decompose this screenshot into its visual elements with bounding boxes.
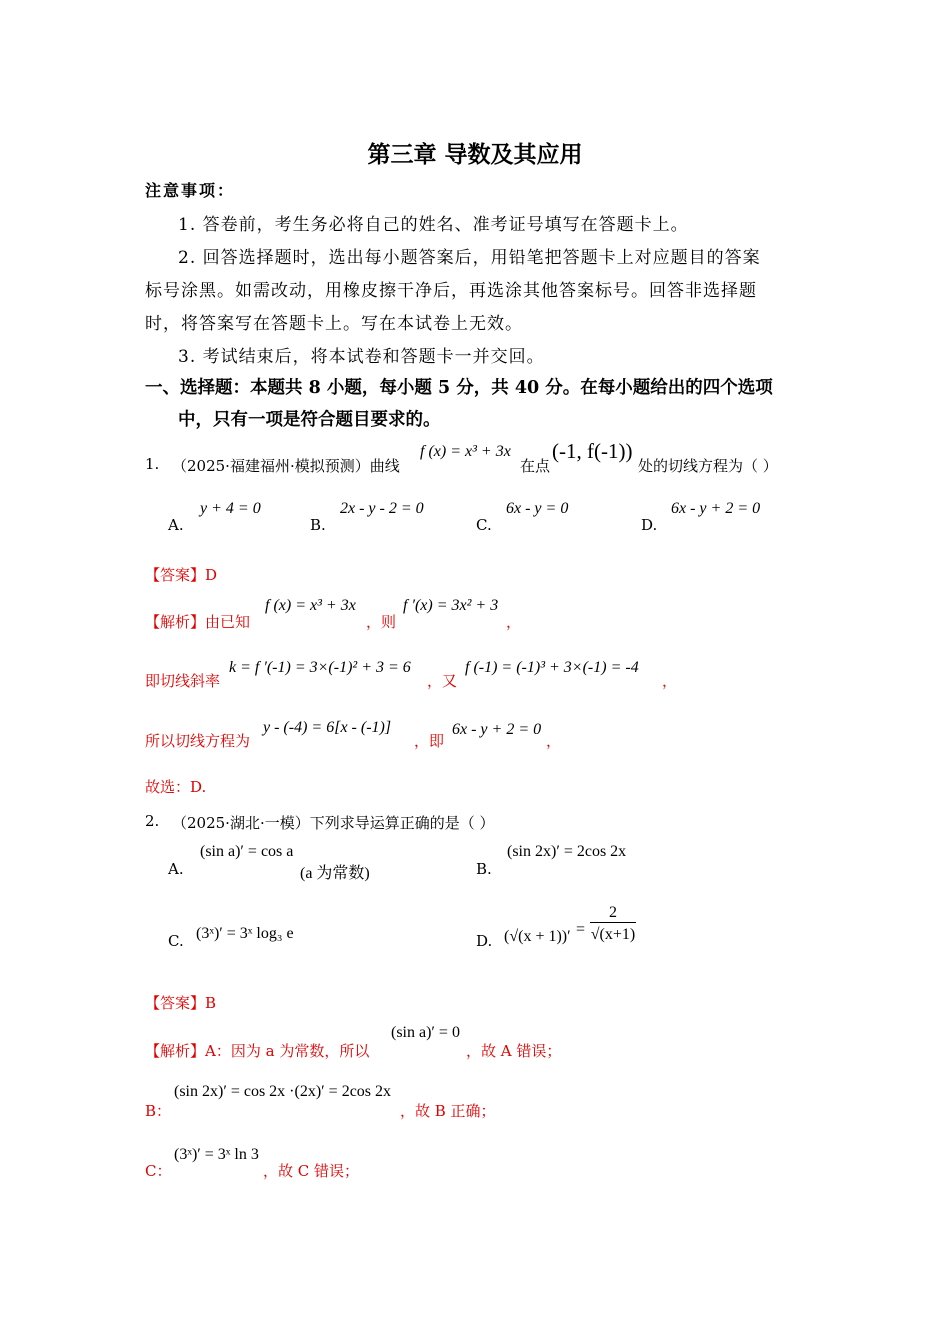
notice-heading: 注意事项： xyxy=(145,181,236,200)
q2-option-a: (sin a)′ = cos a xyxy=(200,843,294,860)
q2-text: （2025·湖北·一模）下列求导运算正确的是（ ） xyxy=(172,814,495,832)
notice-item-1: 1. 答卷前，考生务必将自己的姓名、准考证号填写在答题卡上。 xyxy=(178,215,689,235)
q1-option-b-label: B. xyxy=(310,516,326,534)
section-heading-cont: 中，只有一项是符合题目要求的。 xyxy=(178,410,441,430)
notice-item-2-cont: 标号涂黑。如需改动，用橡皮擦干净后，再选涂其他答案标号。回答非选择题 xyxy=(145,281,757,301)
q1-at-point: 在点 xyxy=(520,457,551,475)
q2-option-c-label: C. xyxy=(168,932,184,950)
q2-number: 2. xyxy=(145,812,160,830)
q2-option-d-equals: = xyxy=(576,921,586,938)
q1-answer: 【答案】D xyxy=(145,566,218,584)
q1-point: (-1, f(-1)) xyxy=(552,439,633,463)
q1-tail: 处的切线方程为（ ） xyxy=(638,457,778,475)
q2-sol-c-pre: C： xyxy=(145,1162,172,1180)
q1-conclusion: 故选：D. xyxy=(145,778,207,796)
q1-sol1-eq1: f (x) = x³ + 3x xyxy=(265,597,356,614)
q2-option-d-lhs: (√(x + 1))′ xyxy=(504,928,571,945)
q1-option-d-label: D. xyxy=(641,516,658,534)
q2-sol-a-end: ，故 A 错误； xyxy=(466,1042,562,1060)
section-heading: 一、选择题：本题共 8 小题，每小题 5 分，共 40 分。在每小题给出的四个选项 xyxy=(145,378,773,398)
q1-sol1-mid: ，则 xyxy=(366,613,397,631)
q2-sol-a-eq: (sin a)′ = 0 xyxy=(391,1024,460,1041)
notice-item-2: 2. 回答选择题时，选出每小题答案后，用铅笔把答题卡上对应题目的答案 xyxy=(178,248,761,268)
q2-option-d-denominator: √(x+1) xyxy=(590,926,636,943)
q1-sol1-eq2: f ′(x) = 3x² + 3 xyxy=(403,597,499,614)
q2-sol-b-end: ，故 B 正确； xyxy=(400,1102,496,1120)
q2-sol-b-pre: B： xyxy=(145,1102,172,1120)
q1-number: 1. xyxy=(145,455,160,473)
q1-sol3-end: ， xyxy=(546,732,562,750)
q2-option-a-label: A. xyxy=(168,860,184,878)
q2-sol-c-end: ，故 C 错误； xyxy=(263,1162,360,1180)
q1-sol3-eq1: y - (-4) = 6[x - (-1)] xyxy=(263,719,392,736)
q1-option-d: 6x - y + 2 = 0 xyxy=(671,500,761,517)
q1-option-c-label: C. xyxy=(476,516,492,534)
q1-option-c: 6x - y = 0 xyxy=(506,500,569,517)
q1-analysis-line1: 【解析】由已知 xyxy=(145,613,251,631)
q1-sol3-eq2: 6x - y + 2 = 0 xyxy=(452,721,542,738)
q1-sol3-pre: 所以切线方程为 xyxy=(145,732,251,750)
q1-sol2-end: ， xyxy=(662,672,678,690)
q1-option-a: y + 4 = 0 xyxy=(200,500,261,517)
q1-sol2-eq1: k = f ′(-1) = 3×(-1)² + 3 = 6 xyxy=(229,659,411,676)
q1-sol1-end: ， xyxy=(506,613,522,631)
q1-sol2-eq2: f (-1) = (-1)³ + 3×(-1) = -4 xyxy=(465,659,639,676)
q2-option-c: (3ˣ)′ = 3ˣ log₃ e xyxy=(196,925,294,942)
q2-option-d-numerator: 2 xyxy=(590,904,636,923)
q1-function: f (x) = x³ + 3x xyxy=(420,443,511,460)
notice-item-3: 3. 考试结束后，将本试卷和答题卡一并交回。 xyxy=(178,347,545,367)
notice-item-2-cont2: 时，将答案写在答题卡上。写在本试卷上无效。 xyxy=(145,314,523,334)
q1-sol2-mid: ，又 xyxy=(427,672,458,690)
q2-sol-b-eq: (sin 2x)′ = cos 2x ·(2x)′ = 2cos 2x xyxy=(174,1083,392,1100)
q2-sol-c-eq: (3ˣ)′ = 3ˣ ln 3 xyxy=(174,1146,259,1163)
q2-analysis-a: 【解析】A：因为 a 为常数，所以 xyxy=(145,1042,370,1060)
q1-sol3-mid: ，即 xyxy=(414,732,445,750)
q2-option-b-label: B. xyxy=(476,860,492,878)
q2-option-a-note: (a 为常数) xyxy=(300,865,370,882)
q2-option-b: (sin 2x)′ = 2cos 2x xyxy=(507,843,627,860)
q1-sol2-pre: 即切线斜率 xyxy=(145,672,221,690)
q1-source: （2025·福建福州·模拟预测）曲线 xyxy=(172,457,400,475)
q1-option-a-label: A. xyxy=(168,516,184,534)
page-title: 第三章 导数及其应用 xyxy=(367,141,583,168)
q2-answer: 【答案】B xyxy=(145,994,217,1012)
q2-option-d-label: D. xyxy=(476,932,493,950)
q1-option-b: 2x - y - 2 = 0 xyxy=(340,500,424,517)
